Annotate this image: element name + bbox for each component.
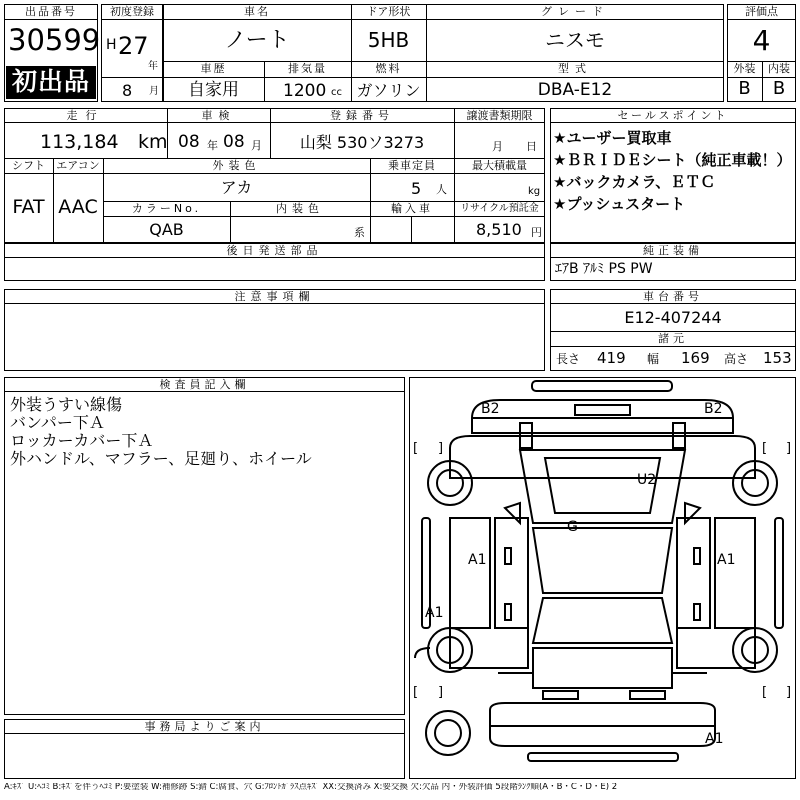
bracket-marker: ] (786, 441, 792, 456)
bracket-marker: [ (413, 441, 419, 456)
car-outline-diagram (410, 378, 795, 778)
lot-number: 30599 (8, 23, 101, 57)
inspector-notes (10, 396, 402, 468)
import-label: 輸入車 (391, 202, 433, 215)
inspector-label: 検査員記入欄 (159, 378, 250, 391)
inspection-month: 08 (223, 132, 245, 152)
year-unit: 年 (148, 61, 158, 72)
exterior-grade: B (738, 78, 751, 99)
height: 153 (763, 349, 792, 367)
damage-mark-a1-bottom: A1 (705, 731, 724, 747)
bracket-marker: ] (438, 685, 444, 700)
shift: FAT (12, 196, 45, 218)
recycle-unit: 円 (531, 226, 542, 239)
damage-diagram (409, 377, 796, 779)
sales-point: ★ＢＲＩＤＥシート（純正車載！） (553, 151, 792, 169)
mileage-unit: km (138, 131, 168, 153)
history: 自家用 (188, 80, 239, 100)
transfer-month-unit: 月 (492, 140, 503, 153)
legend: A:ｷｽﾞ U:ﾍｺﾐ B:ｷｽﾞを伴うﾍｺﾐ P:要塗装 W:補修跡 S:錆 C:腐食、穴 G:ﾌﾛﾝﾄｶﾞﾗｽ点ｷｽﾞ XX:交換済み X:要交換 欠:欠品 内・外装評価 5段階ﾗﾝｸ順(A・B・C・D・E) 2 (4, 783, 618, 792)
history-label: 車歴 (200, 62, 227, 75)
registration-month: 8 (122, 81, 133, 100)
capacity-unit: 人 (436, 183, 447, 196)
plate-number: 山梨 530ソ3273 (299, 133, 425, 152)
interior-color-label: 内装色 (276, 202, 324, 215)
fuel: ガソリン (356, 81, 421, 100)
dimensions-label: 諸元 (658, 332, 688, 345)
exterior-grade-label: 外装 (733, 62, 756, 75)
inspector-note-line: 外装うすい線傷 (10, 395, 123, 414)
inspector-note-line: 外ハンドル、マフラー、足廻り、ホイール (10, 449, 312, 468)
parts-later-label: 後日発送部品 (226, 244, 323, 257)
sales-point: ★ユーザー買取車 (553, 129, 672, 147)
transfer-label: 譲渡書類期限 (466, 109, 533, 122)
mileage: 113,184 (40, 131, 119, 153)
ac-label: エアコン (56, 159, 100, 172)
month-unit: 月 (149, 86, 159, 97)
score-label: 評価点 (745, 5, 778, 18)
transfer-day-unit: 日 (526, 140, 537, 153)
damage-mark-b2-right: B2 (704, 401, 723, 417)
recycle-label: リサイクル預託金 (460, 203, 539, 214)
grade: ニスモ (545, 28, 605, 52)
damage-mark-u2: U2 (637, 472, 657, 488)
damage-mark-a1-right: A1 (717, 552, 736, 568)
plate-label: 登録番号 (330, 109, 394, 122)
chassis-number: E12-407244 (624, 308, 722, 327)
interior-grade-label: 内装 (768, 62, 790, 75)
model-label: 車名 (244, 5, 270, 18)
era: H (106, 37, 117, 53)
inspection-year: 08 (178, 132, 200, 152)
chassis-label: 車台番号 (643, 290, 703, 303)
first-listing-badge: 初出品 (6, 66, 96, 99)
cc-unit: cc (331, 87, 342, 98)
notes-label: 注意事項欄 (234, 290, 315, 303)
inspector-note-line: バンパー下Ａ (10, 413, 105, 432)
damage-mark-a1-side: A1 (425, 605, 444, 621)
lot-label: 出品番号 (25, 5, 77, 18)
width-label: 幅 (647, 352, 660, 366)
displacement: 1200 (283, 81, 327, 101)
door-shape: 5HB (367, 28, 410, 52)
damage-mark-g: G (567, 519, 578, 535)
model-name: ノート (224, 28, 290, 53)
sales-points-label: セールスポイント (617, 109, 729, 122)
registration-label: 初度登録 (110, 5, 154, 18)
interior-color-unit: 系 (354, 226, 365, 239)
sales-point: ★プッシュスタート (553, 195, 686, 213)
length-label: 長さ (556, 352, 581, 366)
mileage-label: 走行 (66, 109, 105, 122)
color-number: QAB (149, 220, 184, 239)
model-type: DBA-E12 (537, 80, 613, 100)
equipment: ｴｱB ｱﾙﾐ PS PW (555, 261, 653, 277)
bracket-marker: [ (762, 685, 768, 700)
door-label: ドア形状 (366, 5, 411, 18)
bracket-marker: [ (413, 685, 419, 700)
max-load-label: 最大積載量 (472, 159, 527, 172)
shift-label: シフト (12, 159, 45, 172)
width: 169 (681, 349, 710, 367)
length: 419 (597, 349, 626, 367)
sales-point: ★バックカメラ、ＥＴＣ (553, 173, 716, 191)
recycle-fee: 8,510 (476, 220, 522, 239)
damage-mark-a1-left: A1 (468, 552, 487, 568)
registration-year: 27 (118, 32, 149, 60)
inspection-label: 車検 (201, 109, 236, 122)
fuel-label: 燃料 (375, 62, 402, 75)
inspection-year-unit: 年 (207, 139, 218, 152)
office-label: 事務局よりご案内 (144, 720, 265, 733)
exterior-color-label: 外装色 (212, 159, 261, 172)
height-label: 高さ (724, 352, 749, 366)
air-conditioner: AAC (58, 196, 98, 218)
bracket-marker: [ (762, 441, 768, 456)
load-unit: kg (528, 186, 541, 197)
grade-label: グレード (541, 5, 609, 18)
bracket-marker: ] (438, 441, 444, 456)
capacity: 5 (411, 179, 422, 198)
inspector-note-line: ロッカーカバー下Ａ (10, 431, 154, 450)
equipment-label: 純正装備 (643, 244, 703, 257)
displacement-label: 排気量 (288, 62, 327, 75)
sales-points-list (553, 127, 796, 215)
interior-grade: B (772, 78, 786, 99)
color-number-label: カラーNo. (131, 202, 202, 215)
type-label: 型式 (558, 62, 592, 75)
exterior-color: アカ (220, 178, 253, 197)
damage-mark-b2-left: B2 (481, 401, 500, 417)
bracket-marker: ] (786, 685, 792, 700)
capacity-label: 乗車定員 (388, 159, 436, 172)
inspection-month-unit: 月 (251, 139, 262, 152)
score: 4 (752, 24, 771, 57)
